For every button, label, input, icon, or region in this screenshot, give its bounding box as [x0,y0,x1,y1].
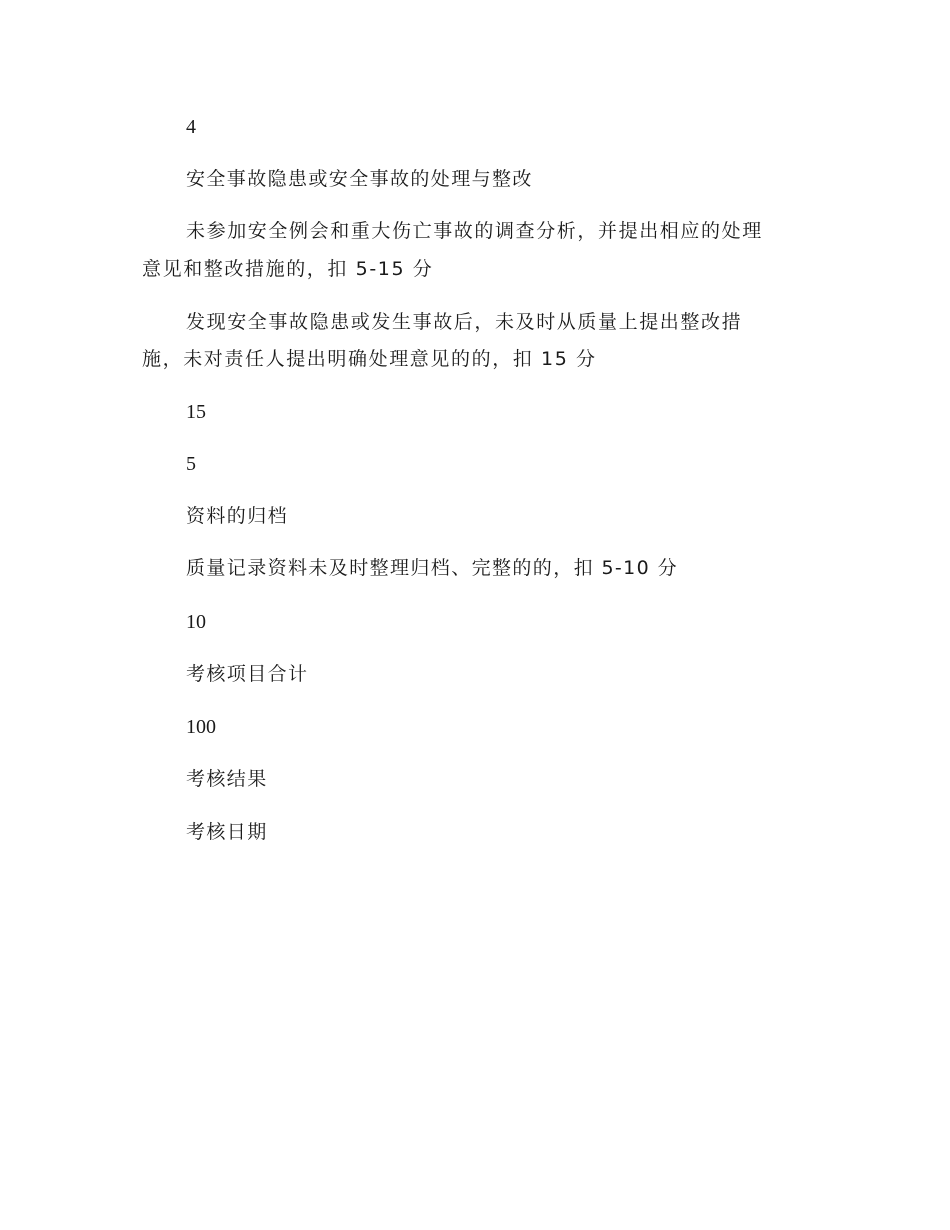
criterion-line-2: 施，未对责任人提出明确处理意见的的，扣 15 分 [142,348,597,370]
total-score: 100 [186,716,216,738]
item-number-4: 4 [186,116,196,138]
item-title-safety-hazard: 安全事故隐患或安全事故的处理与整改 [186,168,533,190]
result-label: 考核结果 [186,768,268,790]
criterion-line-1: 发现安全事故隐患或发生事故后，未及时从质量上提出整改措 [186,311,743,333]
criterion-line-2: 意见和整改措施的，扣 5-15 分 [142,258,434,280]
score-15: 15 [186,401,206,423]
total-label: 考核项目合计 [186,663,309,685]
item-title-archiving: 资料的归档 [186,505,289,527]
date-label: 考核日期 [186,821,268,843]
item-number-5: 5 [186,453,196,475]
criterion-line-1: 未参加安全例会和重大伤亡事故的调查分析，并提出相应的处理 [186,220,763,242]
criterion-archiving: 质量记录资料未及时整理归档、完整的的，扣 5-10 分 [186,557,679,579]
score-10: 10 [186,611,206,633]
